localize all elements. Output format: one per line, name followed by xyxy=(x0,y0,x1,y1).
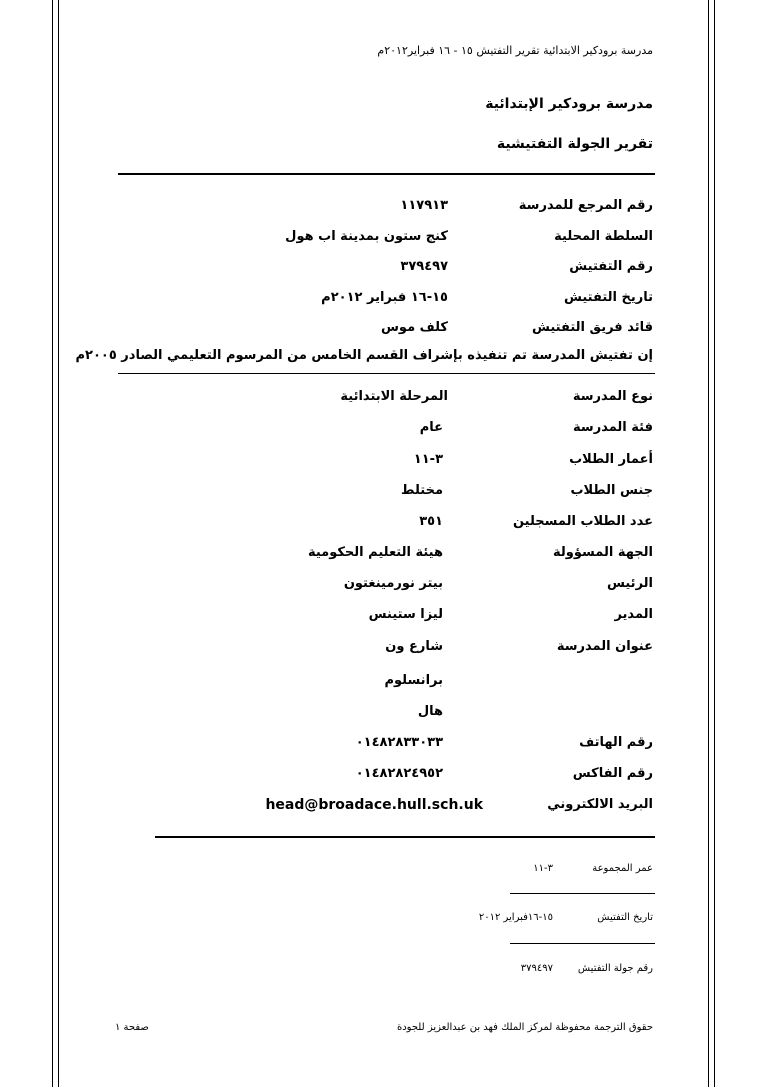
info-value: المرحلة الابتدائية xyxy=(340,389,448,404)
summary-value: ٣٧٩٤٩٧ xyxy=(520,963,553,974)
info-row xyxy=(113,420,653,442)
summary-value: ٣-١١ xyxy=(533,863,553,874)
summary-row xyxy=(393,863,653,881)
summary-label: عمر المجموعة xyxy=(592,863,653,874)
detail-label: رقم التفتيش xyxy=(569,259,653,274)
left-border-line xyxy=(52,0,59,1087)
info-label: رقم الهاتف xyxy=(579,735,653,750)
detail-value: كلف موس xyxy=(380,320,448,335)
info-label: عدد الطلاب المسجلين xyxy=(512,514,653,529)
detail-value: ١٥-١٦ فبراير ٢٠١٢م xyxy=(321,290,448,305)
summary-divider xyxy=(510,893,655,894)
info-row xyxy=(113,545,653,567)
detail-row xyxy=(113,259,653,281)
info-label: الجهة المسؤولة xyxy=(553,545,653,560)
detail-row xyxy=(113,290,653,312)
info-label: المدير xyxy=(614,607,653,622)
info-row xyxy=(113,607,653,629)
info-row xyxy=(113,766,653,788)
detail-value: ٣٧٩٤٩٧ xyxy=(400,259,448,274)
info-label: فئة المدرسة xyxy=(573,420,653,435)
info-row xyxy=(113,483,653,505)
info-value: برانسلوم xyxy=(384,673,443,688)
info-value: مختلط xyxy=(401,483,443,498)
running-header: مدرسة برودكير الابتدائية تقرير التفتيش ١٥ - ١٦ فبراير٢٠١٢م xyxy=(377,44,653,57)
info-value: ٣-١١ xyxy=(413,452,443,467)
detail-label: رقم المرجع للمدرسة xyxy=(518,198,653,213)
info-row xyxy=(113,452,653,474)
info-value: ٣٥١ xyxy=(419,514,443,529)
divider-top xyxy=(118,173,655,175)
info-value: عام xyxy=(419,420,443,435)
info-value: بيتر نورمينغتون xyxy=(343,576,443,591)
info-row xyxy=(113,389,653,411)
info-row xyxy=(113,576,653,598)
info-row xyxy=(113,514,653,536)
copyright-footer: حقوق الترجمة محفوظة لمركز الملك فهد بن عبدالعزيز للجودة xyxy=(396,1022,653,1033)
detail-label: قائد فريق التفتيش xyxy=(531,320,653,335)
detail-row xyxy=(113,320,653,342)
inspection-note: إن تفتيش المدرسة تم تنفيذه بإشراف القسم الخامس من المرسوم التعليمي الصادر ٢٠٠٥م xyxy=(75,348,653,363)
info-value: ليزا ستينس xyxy=(368,607,443,622)
divider-bottom xyxy=(155,836,655,838)
info-label: عنوان المدرسة xyxy=(556,639,653,654)
page-number: صفحة ١ xyxy=(115,1022,149,1033)
summary-value: ١٥-١٦فبراير ٢٠١٢ xyxy=(478,912,553,923)
info-value: ٠١٤٨٢٨٢٤٩٥٢ xyxy=(355,766,443,781)
summary-label: تاريخ التفتيش xyxy=(597,912,653,923)
detail-row xyxy=(113,229,653,251)
report-title: تقرير الجولة التفتيشية xyxy=(496,136,653,152)
summary-row xyxy=(393,912,653,930)
info-label: الرئيس xyxy=(607,576,653,591)
info-value: شارع ون xyxy=(385,639,443,654)
email-value[interactable]: head@broadace.hull.sch.uk xyxy=(265,797,483,813)
detail-label: تاريخ التفتيش xyxy=(563,290,653,305)
summary-label: رقم جولة التفتيش xyxy=(577,963,653,974)
info-row xyxy=(113,704,653,726)
info-label: أعمار الطلاب xyxy=(569,452,653,467)
summary-divider xyxy=(510,943,655,944)
info-label: نوع المدرسة xyxy=(572,389,653,404)
info-value: هال xyxy=(417,704,443,719)
summary-row xyxy=(393,963,653,981)
info-row xyxy=(113,797,653,819)
info-row xyxy=(113,639,653,661)
info-row xyxy=(113,735,653,757)
info-value: هيئة التعليم الحكومية xyxy=(307,545,443,560)
detail-row xyxy=(113,198,653,220)
detail-value: ١١٧٩١٣ xyxy=(400,198,448,213)
info-label: جنس الطلاب xyxy=(570,483,653,498)
info-label: البريد الالكتروني xyxy=(547,797,653,812)
info-label: رقم الفاكس xyxy=(572,766,653,781)
info-value: ٠١٤٨٢٨٣٣٠٣٣ xyxy=(355,735,443,750)
divider-note xyxy=(118,373,655,374)
detail-label: السلطة المحلية xyxy=(554,229,653,244)
school-title: مدرسة برودكير الإبتدائية xyxy=(485,96,653,112)
info-row xyxy=(113,673,653,695)
detail-value: كنج ستون بمدينة اب هول xyxy=(285,229,448,244)
right-border-line xyxy=(708,0,715,1087)
